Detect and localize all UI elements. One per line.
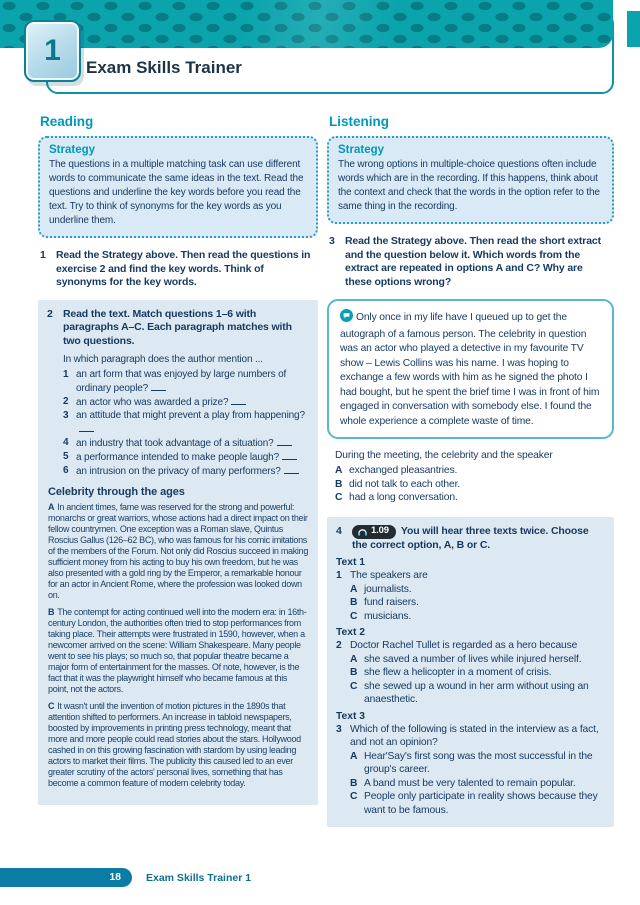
paragraph-text: It wasn't until the invention of motion pictures in the 1890s that attention shifted to performers. An increase in tabloid newspapers, boosted by improvements in printing press technology, meant that more and more people could read stories about the stars. Hollywood cashed in on this growing fascination with stardom by using leading actors to market their films. The publicity this caused led to an ever greater scrutiny of the actors' personal lives, something that has become a common feature of modern celebrity today.: [48, 701, 301, 788]
page-content: [38, 114, 614, 827]
question-row: [63, 368, 309, 395]
question-row: [63, 395, 309, 409]
exercise-2: [47, 308, 309, 349]
mc-option: [350, 666, 605, 680]
exercise-instruction-wrap: [352, 525, 605, 553]
extract-text: Only once in my life have I queued up to get the autograph of a famous person. The celebrity in question was an actor who played a detective in my favourite TV show – Lewis Collins was his name. I was hoping to exchange a few words with him as he signed the photo I had bought, but he spent the brief time I was in front of him engaged in conversation with somebody else. I found the whole experience a complete waste of time.: [340, 309, 601, 429]
mc-option: [350, 777, 605, 791]
reading-column: [38, 114, 318, 827]
answer-blank: [284, 464, 299, 474]
page-title: Exam Skills Trainer: [86, 58, 242, 77]
option-text: A band must be very talented to remain popular.: [364, 777, 576, 789]
paragraph-letter: B: [48, 607, 55, 617]
exercise-number: 3: [329, 235, 335, 247]
question-text: Which of the following is stated in the interview as a fact, and not an opinion?: [350, 723, 599, 748]
option-letter: B: [350, 597, 358, 608]
option-letter: B: [350, 777, 358, 789]
paragraph-letter: A: [48, 502, 55, 512]
question-number: 2: [336, 640, 342, 651]
answer-blank: [151, 381, 166, 391]
footer-page-pill: [0, 868, 132, 887]
unit-badge: [24, 20, 81, 82]
exercise-number: 4: [336, 524, 342, 537]
listening-column: [327, 114, 614, 827]
question-number: 1: [63, 369, 69, 380]
mc-option: [350, 653, 605, 667]
question-number: 3: [336, 723, 342, 735]
exercise-instruction: Read the text. Match questions 1–6 with paragraphs A–C. Each paragraph matches with two questions.: [63, 307, 292, 347]
exercise-1: [40, 249, 316, 290]
question-number: 3: [63, 410, 69, 421]
question-row: [63, 450, 309, 464]
question-row: [63, 464, 309, 478]
option-letter: C: [350, 791, 358, 802]
answer-blank: [277, 436, 292, 446]
passage-paragraph: [48, 701, 309, 789]
listening-strategy-box: [327, 136, 614, 224]
question-text: The speakers are: [350, 570, 428, 581]
page-number: 18: [109, 871, 121, 883]
strategy-text: The wrong options in multiple-choice questions often include words which are in the recording. If this happens, think about the context and check that the words in the option refer to the same thing in the recording.: [338, 159, 600, 212]
option-letter: A: [350, 653, 358, 665]
extract-box: [327, 299, 614, 439]
option-text: she saved a number of lives while injured herself.: [364, 653, 582, 665]
mc-option: [335, 464, 614, 478]
exercise-3: [329, 235, 612, 289]
passage-title: Celebrity through the ages: [48, 486, 185, 498]
question-number: 4: [63, 437, 69, 448]
mc-question-stem: During the meeting, the celebrity and the speaker: [335, 450, 553, 461]
option-text: Hear'Say's first song was the most successful in the group's career.: [364, 750, 593, 775]
option-letter: C: [335, 492, 343, 503]
listening-question: [336, 569, 605, 583]
passage-paragraph: [48, 502, 309, 601]
question-number: 5: [63, 451, 69, 462]
question-text: an intrusion on the privacy of many performers?: [76, 464, 299, 478]
reading-strategy-box: [38, 136, 318, 238]
option-text: journalists.: [364, 583, 412, 595]
mc-question: [335, 449, 614, 505]
mc-option: [350, 750, 605, 777]
section-heading-listening: Listening: [329, 114, 389, 129]
mc-option: [350, 583, 605, 597]
audio-badge: [352, 525, 396, 539]
exercise-instruction: You will hear three texts twice. Choose the correct option, A, B or C.: [352, 524, 589, 551]
question-text: a performance intended to make people laugh?: [76, 450, 297, 464]
question-number: 1: [336, 570, 342, 581]
question-number: 2: [63, 396, 69, 407]
option-letter: A: [350, 750, 358, 762]
unit-number: 1: [44, 34, 61, 67]
mc-option: [350, 790, 605, 817]
mc-option: [335, 491, 614, 505]
header-banner: [0, 0, 613, 48]
paragraph-text: In ancient times, fame was reserved for the strong and powerful: monarchs or great warriors, whose actions had a direct impact on their fellow countrymen. One exception was a Roman slave, Quintus Roscius Gallus (126–62 BC), who was famous for his comic imitations of the members of the Forum. Not only did Roscius succeed in making sufficient money from his acting to buy his own freedom, but he was also presented with a gold ring by the Emperor, a remarkable honour for an actor in Ancient Rome, where the profession was looked down on.: [48, 502, 309, 600]
option-text: she flew a helicopter in a moment of crisis.: [364, 667, 552, 678]
answer-blank: [231, 395, 246, 405]
question-text: an attitude that might prevent a play from happening?: [76, 409, 309, 436]
text-label: Text 3: [336, 710, 365, 722]
footer-label: Exam Skills Trainer 1: [146, 872, 252, 884]
question-number: 6: [63, 465, 69, 476]
exercise-instruction: Read the Strategy above. Then read the questions in exercise 2 and find the key words. Think of synonyms for the key words.: [56, 249, 311, 288]
option-letter: C: [350, 680, 358, 692]
option-text: exchanged pleasantries.: [349, 465, 458, 476]
question-text: an industry that took advantage of a situation?: [76, 436, 292, 450]
exercise-number: 2: [47, 307, 53, 320]
speech-bubble-icon: [340, 309, 353, 328]
option-letter: A: [335, 465, 343, 476]
option-text: did not talk to each other.: [349, 478, 461, 490]
strategy-label: Strategy: [49, 144, 96, 156]
option-letter: C: [350, 610, 358, 622]
strategy-text: The questions in a multiple matching task can use different words to communicate the same ideas in the text. Read the questions and underline the key words before you read the text. Try to think of synonyms for the key words as you underline them.: [49, 159, 304, 226]
option-text: had a long conversation.: [349, 492, 458, 503]
option-group: [350, 750, 605, 818]
answer-blank: [282, 450, 297, 460]
option-text: fund raisers.: [364, 597, 419, 608]
exercise-instruction: Read the Strategy above. Then read the short extract and the question below it. Which words from the extract are repeated in options A and C? Why are these options wrong?: [345, 235, 601, 288]
mc-option: [350, 596, 605, 610]
passage-paragraph: [48, 607, 309, 695]
text-label: Text 1: [336, 557, 365, 568]
mc-option: [350, 610, 605, 624]
option-letter: B: [335, 478, 343, 490]
question-text: an art form that was enjoyed by large numbers of ordinary people?: [76, 369, 287, 394]
question-text: Doctor Rachel Tullet is regarded as a hero because: [350, 640, 578, 651]
exercise-4-panel: [327, 517, 614, 828]
mc-option: [350, 680, 605, 707]
exercise-2-panel: [38, 300, 318, 806]
mc-option: [335, 478, 614, 492]
strategy-label: Strategy: [338, 144, 385, 156]
option-group: [350, 653, 605, 707]
question-text: an actor who was awarded a prize?: [76, 395, 246, 409]
option-group: [350, 583, 605, 624]
headphones-icon: [357, 526, 368, 537]
text-label: Text 2: [336, 627, 365, 638]
exercise-4: [336, 525, 605, 553]
option-text: musicians.: [364, 610, 412, 622]
paragraph-text: The contempt for acting continued well into the modern era: in 16th-century London, the authorities often tried to stop performances from taking place. Their attempts were frustrated in 1590, however, when a newcomer arrived on the scene: William Shakespeare. Many people went to see his plays; so much so, that popular theatre became a major form of entertainment for the masses. Of note, however, is the fact that it was the playwright himself who became famous at this point, not the actors.: [48, 607, 307, 694]
exercise-number: 1: [40, 249, 46, 261]
option-text: People only participate in reality shows because they want to be famous.: [364, 791, 598, 816]
option-letter: A: [350, 583, 358, 595]
paragraph-letter: C: [48, 701, 55, 711]
answer-blank: [79, 422, 94, 432]
question-row: [63, 409, 309, 436]
listening-question: [336, 723, 605, 750]
option-text: she sewed up a wound in her arm without using an anaesthetic.: [364, 680, 589, 705]
option-letter: B: [350, 667, 358, 678]
question-lead-in: In which paragraph does the author mention ...: [63, 354, 263, 365]
question-row: [63, 436, 309, 450]
audio-track-number: 1.09: [371, 525, 389, 536]
listening-question: [336, 639, 605, 653]
section-heading-reading: Reading: [40, 114, 94, 129]
page-edge-tab: [627, 11, 640, 47]
